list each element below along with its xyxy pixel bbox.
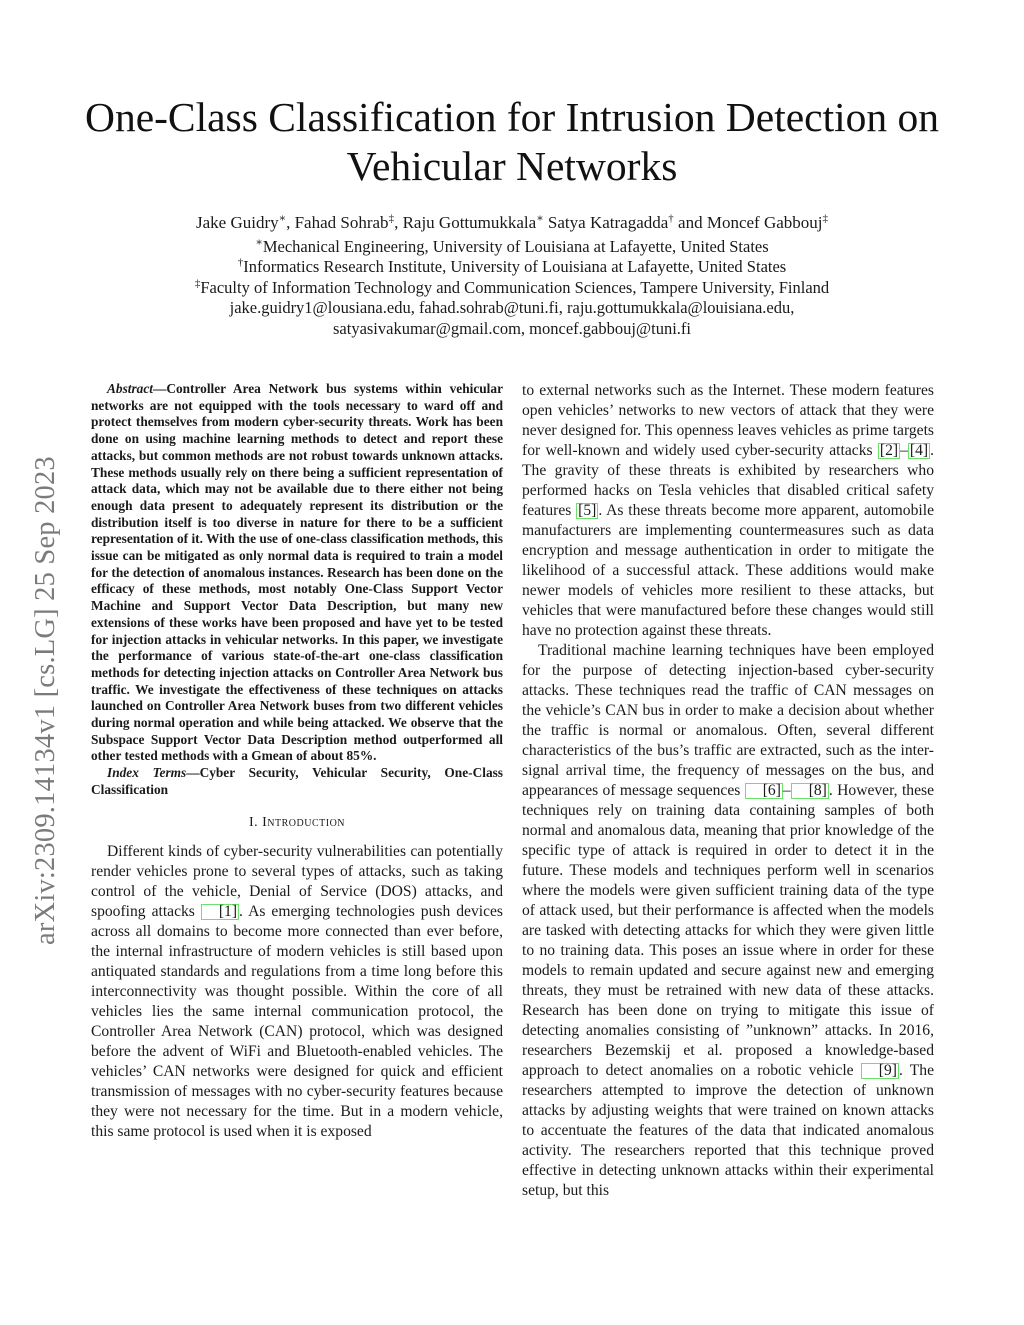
citation-link[interactable]: [9] — [861, 1063, 899, 1079]
affiliation-mark: † — [237, 256, 244, 269]
author-block — [60, 213, 964, 340]
affiliation-mark: ∗ — [255, 236, 263, 249]
author-name: Jake Guidry — [195, 213, 279, 232]
author-names — [60, 213, 964, 234]
section-heading-introduction: I. Introduction — [248, 814, 346, 830]
right-column — [522, 381, 934, 1201]
abstract-label: Abstract — [107, 381, 153, 396]
affiliation-text: Informatics Research Institute, University of Louisiana at Lafayette, United States — [243, 257, 787, 277]
citation-link[interactable]: [1] — [201, 904, 239, 920]
author-emails: satyasivakumar@gmail.com, moncef.gabbouj@tuni.fi — [332, 318, 691, 338]
citation-link[interactable]: [4] — [909, 442, 929, 459]
paragraph-text: Traditional machine learning techniques have been employed for the purpose of detecting injection-based cyber-security attacks. These techniques read the traffic of CAN messages on the vehicle’s CAN bus in order to make a decision about whether the traffic is normal or anomalous. Often, several different characteristics of the bus’s traffic are extracted, such as the inter-signal arrival time, the frequency of messages on the bus, and appearances of message sequences — [522, 642, 934, 799]
citation-range-dash: – — [782, 782, 791, 799]
left-column — [91, 381, 503, 1142]
paper-title: One-Class Classification for Intrusion Detection on Vehicular Networks — [84, 94, 940, 189]
affiliation-mark: ∗ — [536, 212, 544, 225]
author-name: Moncef Gabbouj — [706, 213, 823, 232]
affiliation-line — [60, 257, 964, 278]
index-terms-text: —Cyber Security, Vehicular Security, One-Class Classification — [91, 765, 503, 797]
paragraph-text: . As these threats become more apparent, automobile manufacturers are implementing countermeasures such as data encryption and message authentication in order to mitigate the likelihood of a successful attack. These additions would make newer models of vehicles more resilient to these attacks, but vehicles that were manufactured before these changes would still have no protection against these threats. — [522, 502, 934, 639]
body-paragraph — [91, 842, 503, 1142]
index-terms — [91, 765, 503, 798]
affiliation-line — [60, 278, 964, 299]
author-name: Fahad Sohrab — [294, 213, 389, 232]
paragraph-text: Different kinds of cyber-security vulnerabilities can potentially render vehicles prone to several types of attacks, such as taking control of the vehicle, Denial of Service (DOS) attacks, and spoofing attacks — [91, 842, 503, 920]
affiliation-mark: † — [668, 212, 674, 225]
citation-link[interactable]: [5] — [578, 502, 597, 519]
citation-link[interactable]: [6] — [745, 783, 783, 799]
author-name: Satya Katragadda — [547, 213, 669, 232]
paragraph-text: . However, these techniques rely on training data containing samples of both normal and anomalous data, meaning that prior knowledge of the specific type of attack is required in order to detect it in the future. These models and techniques perform well in scenarios where the models were given sufficient training data of the type of attack used, but their performance is affected when the models are tasked with detecting attacks for which they were given little to no training data. This poses an issue where in order for these models to remain updated and secure against new and emerging threats, they must be retrained with new data of these attacks. Research has been done on trying to mitigate this issue of detecting anomalies consisting of ”unknown” attacks. In 2016, researchers Bezemskij et al. proposed a knowledge-based approach to detect anomalies on a robotic vehicle — [522, 782, 934, 1079]
index-terms-label: Index Terms — [107, 765, 187, 781]
author-separator: , — [286, 213, 295, 232]
arxiv-identifier-stamp: arXiv:2309.14134v1 [cs.LG] 25 Sep 2023 — [30, 456, 61, 945]
author-separator: and — [673, 213, 707, 232]
paragraph-text: to external networks such as the Internet. These modern features open vehicles’ networks to new vectors of attack that they were never designed for. This openness leaves vehicles as prime targets for well-known and widely used cyber-security attacks — [522, 382, 934, 459]
abstract-text: —Controller Area Network bus systems within vehicular networks are not equipped with the tools necessary to ward off and protect themselves from modern cyber-security threats. Work has been done on using machine learning methods to detect and report these attacks, but common methods are not robust towards unknown attacks. These methods usually rely on there being a sufficient representation of attack data, which may not be available due to there either not being enough data present to adequately represent its distribution or the distribution itself is too diverse in nature for there to be a sufficient representation of it. With the use of one-class classification methods, this issue can be mitigated as only normal data is required to train a model for the detection of anomalous instances. Research has been done on the efficacy of these methods, most notably One-Class Support Vector Machine and Support Vector Data Description, but many new extensions of these works have been proposed and have yet to be tested for injection attacks in vehicular networks. In this paper, we investigate the performance of various state-of-the-art one-class classification methods for detecting injection attacks on Controller Area Network bus traffic. We investigate the effectiveness of these techniques on attacks launched on Controller Area Network buses from two different vehicles during normal operation and while being attacked. We observe that the Subspace Support Vector Data Description method outperformed all other tested methods with a Gmean of about 85%. — [91, 381, 503, 764]
author-separator: , — [394, 213, 403, 232]
paragraph-text: . The gravity of these threats is exhibited by researchers who performed hacks on Tesla vehicles that disabled critical safety features — [522, 442, 934, 519]
affiliation-mark: ‡ — [822, 212, 829, 225]
body-paragraph — [522, 641, 934, 1201]
body-paragraph — [522, 381, 934, 641]
affiliation-mark: ∗ — [278, 212, 287, 225]
abstract — [91, 381, 503, 765]
affiliation-mark: ‡ — [194, 277, 201, 290]
affiliation-text: Faculty of Information Technology and Communication Sciences, Tampere University, Finland — [200, 277, 830, 297]
citation-range-dash: – — [900, 442, 908, 459]
paragraph-text: . As emerging technologies push devices across all domains to become more connected than ever before, the internal infrastructure of modern vehicles is still based upon antiquated standards and regulations from a time long before this interconnectivity was thought possible. Within the core of all vehicles lies the same internal communication protocol, the Controller Area Network (CAN) protocol, which was designed before the advent of WiFi and Bluetooth-enabled vehicles. The vehicles’ CAN networks were designed for quick and efficient transmission of messages with no cyber-security features because they were not necessary for the time. But in a modern vehicle, this same protocol is used when it is exposed — [91, 902, 504, 1140]
affiliation-text: Mechanical Engineering, University of Louisiana at Lafayette, United States — [262, 236, 769, 256]
author-name: Raju Gottumukkala — [402, 213, 537, 232]
citation-link[interactable]: [8] — [791, 783, 829, 799]
author-emails: jake.guidry1@lousiana.edu, fahad.sohrab@tuni.fi, raju.gottumukkala@louisiana.edu, — [229, 298, 795, 318]
paragraph-text: . The researchers attempted to improve the detection of unknown attacks by adjusting weights that were trained on known attacks to accentuate the features of the data that indicated anomalous activity. The researchers reported that this technique proved effective in detecting unknown attacks within their experimental setup, but this — [522, 1062, 934, 1199]
affiliation-line — [60, 237, 964, 258]
citation-link[interactable]: [2] — [879, 442, 899, 459]
affiliation-mark: ‡ — [388, 212, 395, 225]
